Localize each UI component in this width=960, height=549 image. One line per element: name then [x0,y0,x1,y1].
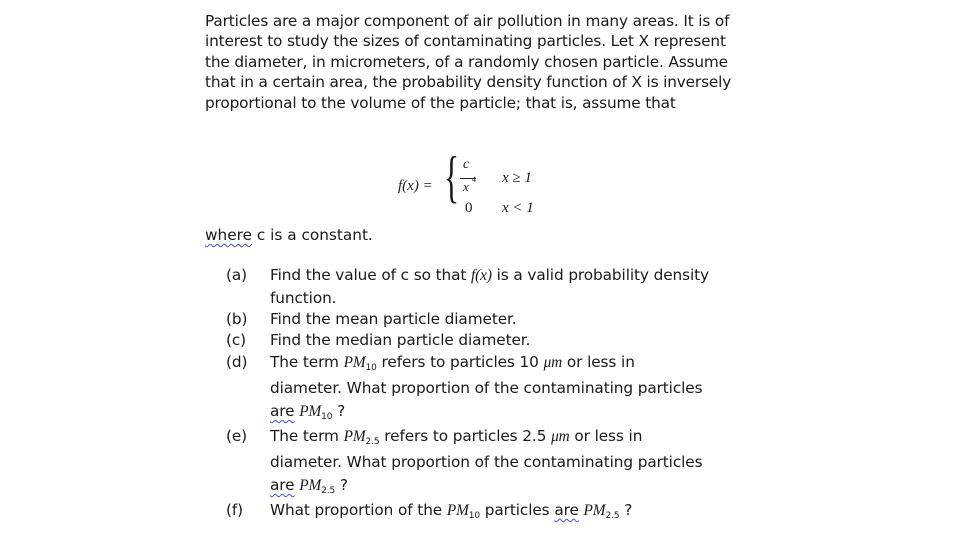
question-label: (b) [226,310,248,328]
where-rest: c is a constant. [251,226,373,244]
where-word: where [205,226,252,244]
pdf-equation [396,146,546,225]
pdf-condition-2: x < 1 [502,200,534,216]
question-label: (a) [226,266,248,284]
question-label: (f) [226,501,244,519]
text-part: The term [270,427,344,445]
pdf-brace: { [444,146,460,209]
math-fx: f(x) [471,267,492,284]
question-text: Find the median particle diameter. [270,331,531,349]
math-pm: PM [299,477,322,494]
question-label: (e) [226,427,248,445]
text-are: are [270,476,295,494]
math-pm: PM [583,502,606,519]
math-subscript: 10 [468,511,481,521]
question-text [270,425,710,500]
text-are: are [270,402,295,420]
text-part: particles [480,501,555,519]
math-subscript: 2.5 [605,511,620,521]
math-subscript: 10 [365,363,377,373]
math-unit: μm [551,428,570,445]
text-are: are [554,501,579,519]
question-text [270,499,710,525]
question-text: Find the mean particle diameter. [270,310,517,328]
math-unit: μm [543,354,563,371]
text-part: Find the value of c so that [270,266,472,284]
math-pm: PM [343,428,366,445]
where-line [205,225,373,245]
text-part: refers to particles 2.5 [379,427,552,445]
math-subscript: 2.5 [365,437,380,447]
pdf-denominator: x [463,179,469,194]
text-part: The term [270,353,344,371]
question-label: (d) [226,353,248,371]
text-part: ? [335,476,348,494]
text-part: or less in diameter. What proportion of the contaminating particles [270,353,703,397]
question-text [270,351,710,426]
pdf-lhs: f(x) = [398,178,433,194]
text-part: ? [619,501,633,519]
text-part: is a valid probability density function. [270,266,709,307]
intro-paragraph: Particles are a major component of air pollution in many areas. It is of interest to study the sizes of contaminating particles. Let X represent the diameter, in micrometers, of a randomly chosen particle. Assume that in a certain area, the probability density function of X is inversely proportional to the volume of the particle; that is, assume that [205,12,732,112]
text-part: What proportion of the [270,501,447,519]
math-subscript: 10 [321,412,333,422]
math-subscript: 2.5 [321,486,336,496]
math-pm: PM [446,502,469,519]
question-text [270,264,710,310]
pdf-zero: 0 [465,200,473,216]
math-pm: PM [299,403,322,420]
pdf-numerator: c [463,157,470,172]
text-part: or less in diameter. What proportion of the contaminating particles [270,427,703,471]
text-part: ? [332,402,346,420]
question-label: (c) [226,331,247,349]
pdf-condition-1: x ≥ 1 [502,170,532,186]
pdf-power: 4 [472,175,476,184]
text-part: refers to particles 10 [376,353,544,371]
math-pm: PM [343,354,366,371]
